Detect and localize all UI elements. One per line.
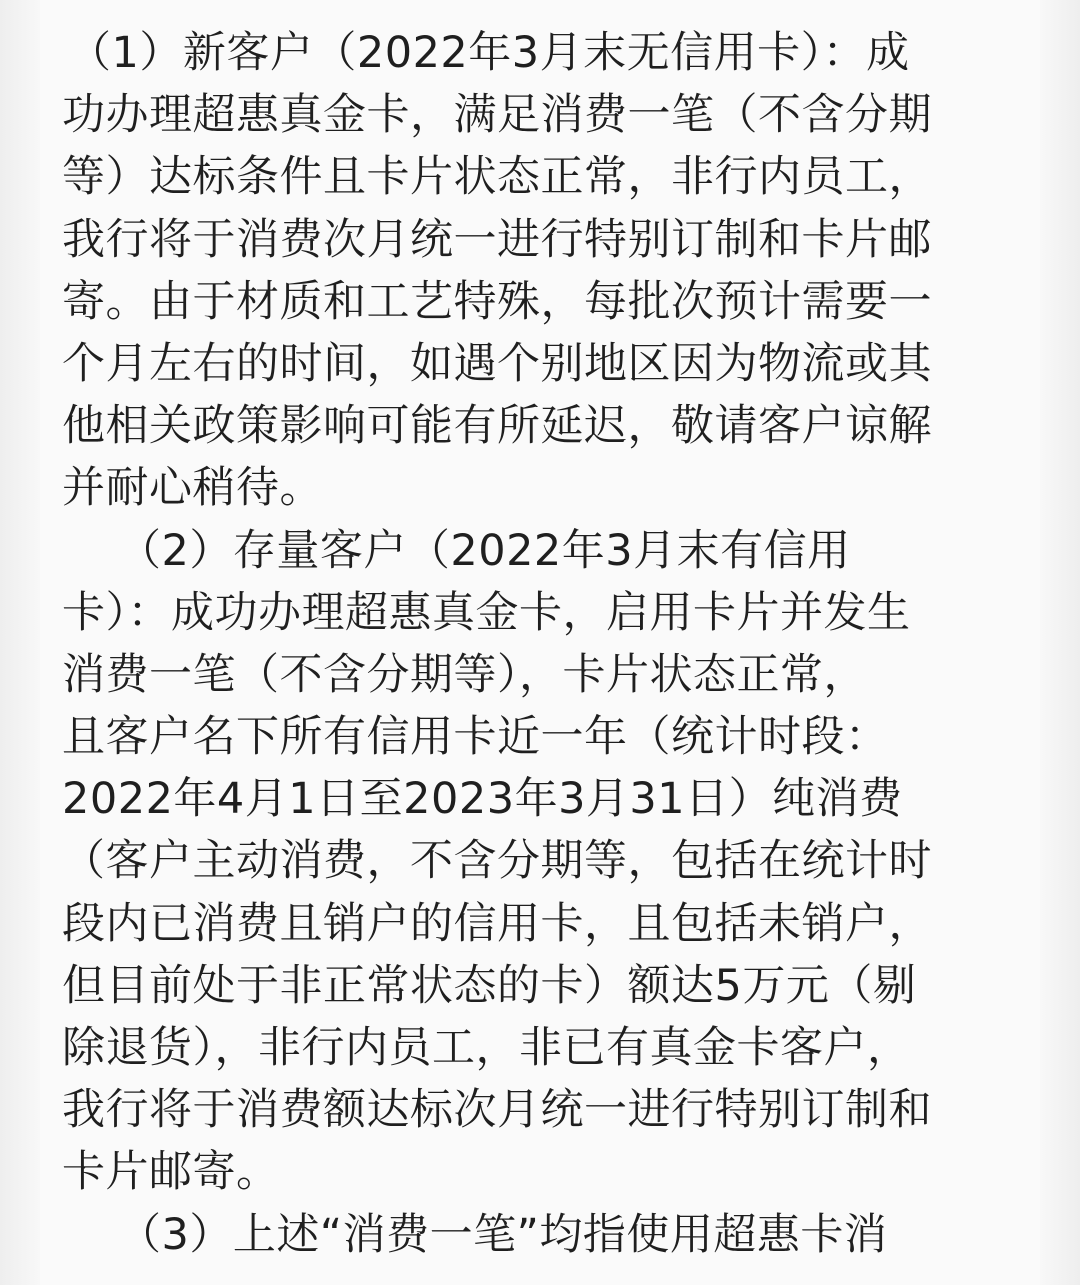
text-line: 但目前处于非正常状态的卡）额达5万元（剔 [62, 960, 917, 1011]
text-line: （1）新客户（2022年3月末无信用卡）：成 [68, 28, 910, 78]
text-line: 2022年4月1日至2023年3月31日）纯消费 [62, 774, 903, 825]
text-line: 个月左右的时间，如遇个别地区因为物流或其 [62, 338, 932, 389]
text-line: 等）达标条件且卡片状态正常，非行内员工， [62, 152, 932, 203]
text-line: 我行将于消费次月统一进行特别订制和卡片邮 [62, 214, 932, 265]
page-edge-left [0, 0, 40, 1285]
text-line: 功办理超惠真金卡，满足消费一笔（不含分期 [62, 90, 932, 141]
text-line: 卡片邮寄。 [62, 1147, 280, 1198]
page-edge-right [1040, 0, 1080, 1285]
text-line: 消费一笔（不含分期等），卡片状态正常， [62, 649, 867, 700]
text-line: 并耐心稍待。 [62, 463, 323, 514]
text-line: 寄。由于材质和工艺特殊，每批次预计需要一 [62, 276, 932, 327]
text-line: （客户主动消费，不含分期等，包括在统计时 [62, 836, 932, 887]
document-text [62, 22, 1028, 1266]
text-line: 段内已消费且销户的信用卡，且包括未销户， [62, 898, 932, 949]
text-line: 卡）：成功办理超惠真金卡，启用卡片并发生 [62, 587, 911, 638]
text-line: （2）存量客户（2022年3月末有信用 [118, 525, 851, 576]
text-line: （3）上述“消费一笔”均指使用超惠卡消 [118, 1209, 888, 1260]
text-line: 他相关政策影响可能有所延迟，敬请客户谅解 [62, 401, 932, 452]
text-line: 我行将于消费额达标次月统一进行特别订制和 [62, 1085, 932, 1136]
text-line: 且客户名下所有信用卡近一年（统计时段： [62, 712, 889, 763]
text-line: 除退货），非行内员工，非已有真金卡客户， [62, 1023, 911, 1073]
